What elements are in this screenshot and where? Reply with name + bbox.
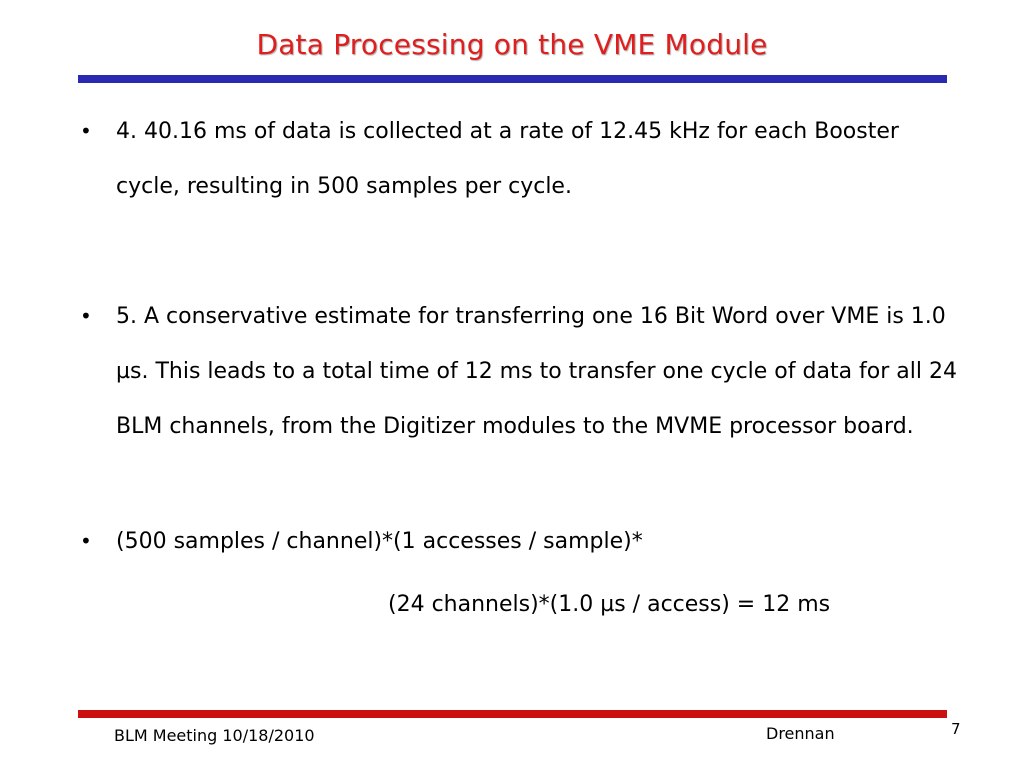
bullet-marker: • xyxy=(80,304,92,328)
footer-meeting-date: BLM Meeting 10/18/2010 xyxy=(114,726,315,745)
bullet-marker: • xyxy=(80,529,92,553)
bullet-text: 5. A conservative estimate for transferring one 16 Bit Word over VME is 1.0 µs. This leads to a total time of 12 ms to transfer one cycle of data for all 24 BLM channels, from the Digitizer modules to the MVME processor board. xyxy=(116,304,957,439)
footer-divider xyxy=(78,710,947,718)
formula-continuation: (24 channels)*(1.0 µs / access) = 12 ms xyxy=(388,592,831,617)
page-number: 7 xyxy=(951,720,961,738)
bullet-list xyxy=(80,104,960,632)
title-divider xyxy=(78,75,947,83)
bullet-text: 4. 40.16 ms of data is collected at a rate of 12.45 kHz for each Booster cycle, resulting in 500 samples per cycle. xyxy=(116,119,899,199)
bullet-item xyxy=(80,289,960,454)
slide-title: Data Processing on the VME Module xyxy=(256,28,768,61)
bullet-item xyxy=(80,514,960,632)
bullet-text: (500 samples / channel)*(1 accesses / sample)* xyxy=(116,529,643,554)
bullet-item xyxy=(80,104,960,214)
footer-author: Drennan xyxy=(766,724,835,743)
bullet-marker: • xyxy=(80,119,92,143)
